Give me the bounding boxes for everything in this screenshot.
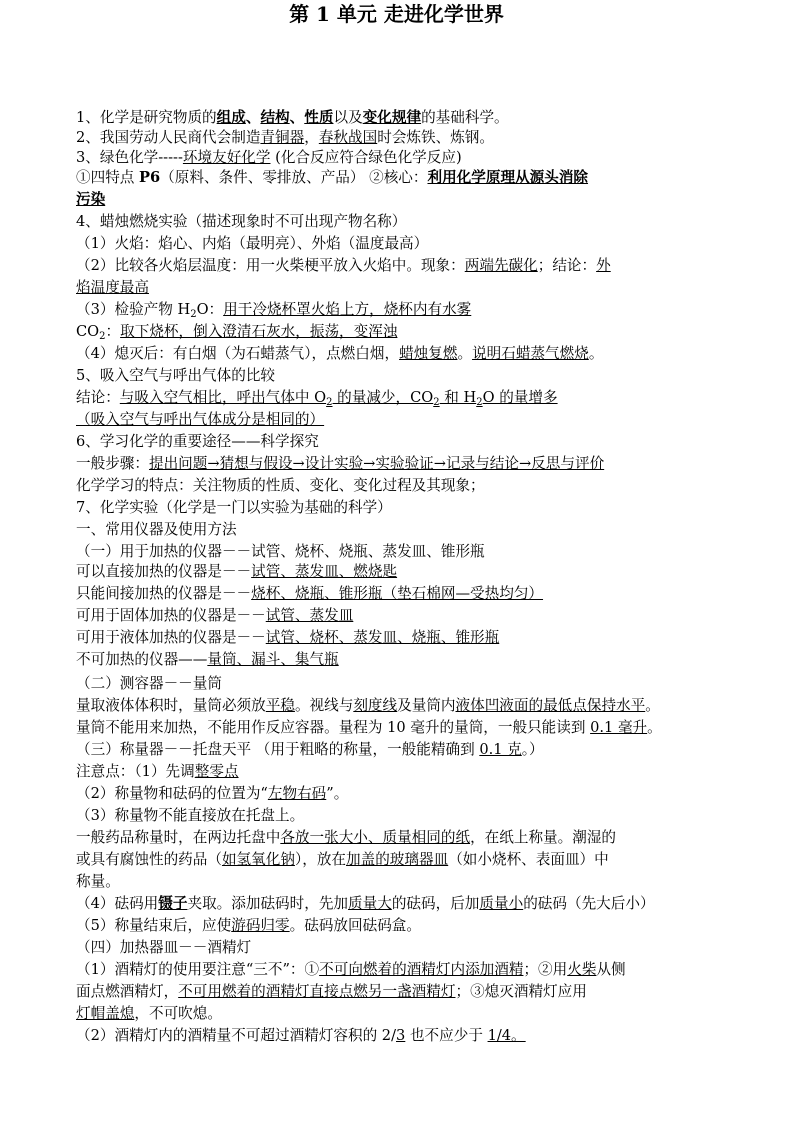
text-run: 1、化学是研究物质的: [76, 109, 217, 126]
text-line: [76, 190, 793, 210]
text-run: 可用于固体加热的仪器是－－: [76, 607, 266, 624]
text-run: 两端先碳化: [464, 257, 538, 274]
text-run: 面点燃酒精灯，: [76, 983, 179, 1000]
text-run: （1）火焰：焰心、内焰（最明亮）、外焰（温度最高）: [76, 235, 429, 252]
text-run: 液体凹液面的最低点保持水平: [455, 697, 646, 714]
text-line: [76, 388, 793, 408]
text-run: 。: [645, 697, 660, 714]
text-line: [76, 850, 793, 870]
text-run: 及量筒内: [397, 697, 456, 714]
subscript: 2: [190, 309, 197, 320]
text-run: ；②用: [523, 961, 568, 978]
text-line: [76, 674, 793, 694]
text-run: 刻度线: [353, 697, 398, 714]
text-line: [76, 108, 793, 128]
text-line: [76, 740, 793, 760]
text-run: 的砝码，后加: [391, 895, 480, 912]
text-run: 整零点: [194, 763, 239, 780]
text-run: 。）: [521, 741, 544, 758]
text-line: [76, 148, 793, 168]
text-run: CO: [76, 323, 100, 340]
text-run: 镊子: [158, 895, 188, 912]
text-run: 夹取。添加砝码时，先加: [187, 895, 349, 912]
text-line: [76, 1004, 793, 1024]
text-run: 加盖的玻璃器皿: [346, 851, 449, 868]
text-run: 不可向燃着的酒精灯内添加酒精: [319, 961, 524, 978]
text-run: 0.1 克: [479, 741, 522, 758]
text-run: 提出问题→猜想与假设→设计实验→实验验证→记录与结论→反思与评价: [148, 455, 605, 472]
text-run: （吸入空气与呼出气体成分是相同的）: [76, 411, 325, 428]
page-title: 第 1 单元 走进化学世界: [289, 2, 504, 26]
text-run: 结构: [260, 109, 290, 126]
text-run: 从侧: [596, 961, 626, 978]
text-run: 说明石蜡蒸气燃烧: [472, 345, 589, 362]
text-run: 注意点：（1）先调: [76, 763, 195, 780]
text-run: 左物右码: [267, 785, 327, 802]
text-line: [76, 696, 793, 716]
text-run: 平稳: [265, 697, 295, 714]
text-line: [76, 212, 793, 232]
text-run: 3、绿色化学-----: [76, 149, 183, 166]
text-run: 如氢氧化钠: [221, 851, 295, 868]
text-run: 一、常用仪器及使用方法: [76, 521, 237, 538]
text-line: [76, 278, 793, 298]
text-run: 组成: [216, 109, 246, 126]
text-line: [76, 1026, 793, 1046]
text-run: 5、吸入空气与呼出气体的比较: [76, 367, 276, 384]
text-line: [76, 606, 793, 626]
text-run: (化合反应符合绿色化学反应): [270, 149, 462, 166]
text-line: [76, 520, 793, 540]
text-run: 与吸入空气相比，呼出气体中 O: [119, 389, 327, 406]
text-run: 利用化学原理从源头消除: [427, 169, 589, 186]
text-run: 不可加热的仪器——: [76, 651, 208, 668]
text-run: 外: [596, 257, 611, 274]
text-run: （5）称量结束后，应使: [76, 917, 232, 934]
text-run: 2、我国劳动人民商代会制造: [76, 129, 261, 146]
text-run: 。: [457, 345, 473, 362]
text-line: [76, 628, 793, 648]
text-run: 也不应少于: [405, 1027, 488, 1044]
text-run: 焰温度最高: [76, 279, 149, 296]
text-run: （2）酒精灯内的酒精量不可超过酒精灯容积的 2/: [76, 1027, 397, 1044]
text-line: [76, 762, 793, 782]
text-line: [76, 938, 793, 958]
text-run: 化学学习的特点：关注物质的性质、变化、变化过程及其现象；: [76, 477, 485, 494]
text-run: O 的量增多: [482, 389, 558, 406]
text-run: ），放在: [294, 851, 347, 868]
text-run: 试管、烧杯、蒸发皿、烧瓶、锥形瓶: [265, 629, 500, 646]
text-line: [76, 366, 793, 386]
text-line: [76, 498, 793, 518]
text-run: 。砝码放回砝码盒。: [289, 917, 421, 934]
text-run: （3）检验产物 H: [76, 301, 191, 318]
text-line: [76, 894, 793, 914]
text-run: 。: [588, 345, 604, 362]
text-run: 质量小: [479, 895, 524, 912]
text-run: 变化规律: [362, 109, 422, 126]
text-run: 只能间接加热的仪器是－－: [76, 585, 252, 602]
text-run: 可以直接加热的仪器是－－: [76, 563, 252, 580]
text-run: ，在纸上称量。潮湿的: [470, 829, 617, 846]
text-run: 以及: [333, 109, 363, 126]
text-line: [76, 828, 793, 848]
text-line: [76, 718, 793, 738]
text-run: 试管、蒸发皿: [265, 607, 354, 624]
text-run: 质量大: [348, 895, 392, 912]
text-run: 4、蜡烛燃烧实验（描述现象时不可出现产物名称）: [76, 213, 407, 230]
text-run: 0.1 毫升: [590, 719, 648, 736]
text-line: [76, 234, 793, 254]
text-run: 、: [245, 109, 261, 126]
text-run: （4）熄灭后：有白烟（为石蜡蒸气），点燃白烟，: [76, 345, 400, 362]
text-line: [76, 128, 793, 148]
text-line: [76, 562, 793, 582]
subscript: 2: [433, 397, 440, 408]
text-run: 烧杯、烧瓶、锥形瓶（垫石棉网—受热均匀）: [251, 585, 544, 602]
text-run: 性质: [304, 109, 334, 126]
text-line: [76, 454, 793, 474]
text-run: 。视线与: [294, 697, 354, 714]
text-run: 用干冷烧杯罩火焰上方，烧杯内有水雾: [223, 301, 472, 318]
text-run: ①四特点: [76, 169, 140, 186]
text-run: 时会炼铁、炼钢。: [377, 129, 494, 146]
text-line: [76, 256, 793, 276]
text-run: 的砝码（先大后小）: [523, 895, 655, 912]
text-line: [76, 650, 793, 670]
text-run: 灯帽盖熄: [76, 1005, 135, 1022]
text-line: [76, 432, 793, 452]
text-run: 量筒不能用来加热，不能用作反应容器。量程为 10 毫升的量筒，一般只能读到: [76, 719, 591, 736]
text-run: （三）称量器－－托盘天平 （用于粗略的称量，一般能精确到: [76, 741, 480, 758]
text-line: [76, 872, 793, 892]
subscript: 2: [476, 397, 483, 408]
text-run: 、: [289, 109, 305, 126]
text-run: （如小烧杯、表面皿）中: [448, 851, 609, 868]
text-line: [76, 960, 793, 980]
text-run: 一般步骤：: [76, 455, 149, 472]
subscript: 2: [99, 331, 106, 342]
text-line: [76, 806, 793, 826]
text-run: 取下烧杯，倒入澄清石灰水，振荡，变浑浊: [120, 323, 398, 340]
text-run: （四）加热器皿－－酒精灯: [76, 939, 252, 956]
text-run: 。: [647, 719, 662, 736]
text-line: [76, 916, 793, 936]
text-run: 各放一张大小、质量相同的纸: [280, 829, 471, 846]
text-run: 不可用燃着的酒精灯直接点燃另一盏酒精灯: [178, 983, 456, 1000]
text-run: （原料、条件、零排放、产品） ②核心：: [160, 169, 428, 186]
text-line: [76, 300, 793, 320]
text-line: [76, 344, 793, 364]
text-run: 6、学习化学的重要途径——科学探究: [76, 433, 319, 450]
text-run: 可用于液体加热的仪器是－－: [76, 629, 266, 646]
text-run: 一般药品称量时，在两边托盘中: [76, 829, 281, 846]
text-run: ：: [105, 323, 121, 340]
text-run: 和 H: [439, 389, 477, 406]
text-run: 量取液体体积时，量筒必须放: [76, 697, 266, 714]
text-run: （4）砝码用: [76, 895, 159, 912]
text-run: ，: [304, 129, 319, 146]
text-run: 的基础科学。: [421, 109, 509, 126]
text-line: [76, 322, 793, 342]
text-run: 青铜器: [260, 129, 305, 146]
text-line: [76, 168, 793, 188]
text-run: 环境友好化学: [182, 149, 271, 166]
text-run: O：: [196, 301, 224, 318]
subscript: 2: [326, 397, 333, 408]
text-run: ；③熄灭酒精灯应用: [455, 983, 587, 1000]
text-run: （2）称量物和砝码的位置为“: [76, 785, 268, 802]
text-run: ”。: [326, 785, 349, 802]
text-run: 结论：: [76, 389, 120, 406]
text-run: P6: [139, 169, 161, 186]
text-run: 的量减少，CO: [332, 389, 434, 406]
text-run: （2）比较各火焰层温度：用一火柴梗平放入火焰中。现象：: [76, 257, 465, 274]
text-run: （二）测容器－－量筒: [76, 675, 222, 692]
text-run: ，不可吹熄。: [134, 1005, 222, 1022]
text-line: [76, 584, 793, 604]
text-run: 蜡烛复燃: [399, 345, 458, 362]
text-run: （3）称量物不能直接放在托盘上。: [76, 807, 305, 824]
text-run: 称量。: [76, 873, 120, 890]
text-run: 污染: [76, 191, 106, 208]
text-run: 春秋战国: [318, 129, 378, 146]
text-run: 7、化学实验（化学是一门以实验为基础的科学）: [76, 499, 392, 516]
text-run: 或具有腐蚀性的药品（: [76, 851, 222, 868]
text-line: [76, 542, 793, 562]
text-run: 1/4。: [487, 1027, 526, 1044]
text-run: 量筒、漏斗、集气瓶: [207, 651, 339, 668]
text-line: [76, 476, 793, 496]
text-run: 游码归零: [231, 917, 290, 934]
text-run: 火柴: [567, 961, 597, 978]
text-line: [76, 784, 793, 804]
text-run: （一）用于加热的仪器－－试管、烧杯、烧瓶、蒸发皿、锥形瓶: [76, 543, 485, 560]
text-run: 试管、蒸发皿、燃烧匙: [251, 563, 398, 580]
text-run: 3: [396, 1027, 406, 1044]
text-line: [76, 410, 793, 430]
text-line: [76, 982, 793, 1002]
text-run: （1）酒精灯的使用要注意“三不”：①: [76, 961, 320, 978]
text-run: ；结论：: [537, 257, 597, 274]
